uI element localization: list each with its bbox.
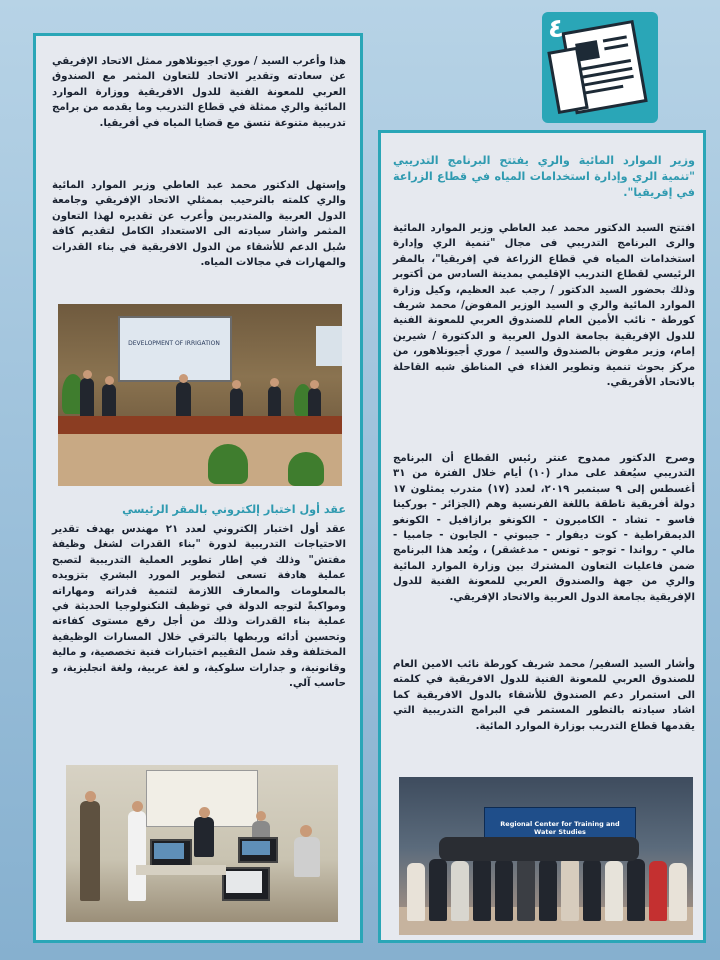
article-2-heading: عقد أول اختبار إلكتروني بالمقر الرئيسي [122,503,346,516]
right-paragraph-3: وأشار السيد السفير/ محمد شريف كورطة نائب الامين العام للصندوق العربي للمعونة الفنية للدول الافريقية في كلمته الى استمرار دعم الصندوق للأشقاء بالدول الافريقية كما اشاد سيادته بالتطور المستمر في البرامج التدريبية التي يقدمها قطاع التدريب بوزارة الموارد المائية. [393,659,695,732]
page-number: ٤ [548,14,564,44]
left-paragraph-2: وإستهل الدكتور محمد عبد العاطي وزير الموارد المائية والري كلمته بالترحيب بممثلي الاتحاد الإفريقي وجامعة الدول العربية والمتدربين وأعرب عن تقديره لهذا التعاون المثمر واشار سيادته الى الاستعداد الكامل لتقديم كافة سُبل الدعم للأشقاء من الدول الافريقية في بناء القدرات والمهارات في مجالات المياه. [52,180,346,269]
computer-lab-photo [66,765,338,922]
newspaper-icon-badge [540,10,660,125]
article-1-heading: وزير الموارد المائية والري يفتتح البرنامج التدريبي "تنمية الري وإدارة استخدامات المياه في قطاع الزراعة في إفريقيا". [393,154,695,199]
group-photo [399,777,693,935]
group-sign-text: Regional Center for Training and Water Studies [500,820,620,836]
meeting-photo [58,304,342,486]
left-column-panel [33,33,363,943]
right-column-panel [378,130,706,943]
article-2-body: عقد أول اختبار إلكتروني لعدد ٢١ مهندس بهدف تقدير الاحتياجات التدريبية لدورة "بناء القدرات لشغل وظيفة مفتش" وذلك في إطار تطوير العملية التدريبية لتصبح عملية هادفة تسعى لتطوير المورد البشري بتزويده بالمعلومات والمعارف اللازمة لتنمية قدراته ومهاراته ومواكبةً لتوجه الدولة في توظيف التكنولوجيا الحديثة في عملية بناء القدرات وذلك من أجل رفع مستوى كفاءته وتحسين أدائه وربطها بالترقي خلال المسارات الوظيفية المختلفة وقد شمل التقييم اختبارات فنية تخصصية، و مالية وقانونية، و جدارات سلوكية، و لغة عربية، ولغة انجليزية، و حاسب آلي. [52,524,346,690]
right-paragraph-2: وصرح الدكتور ممدوح عنتر رئيس القطاع أن البرنامج التدريبي سيُعقد على مدار (١٠) أيام خلال الفترة من ٣١ أغسطس إلى ٩ سبتمبر ٢٠١٩، لعدد (١٧) متدرب يمثلون ١٧ دولة أفريقية ناطقة باللغة الفرنسية وهم (الجزائر - بوركينا فاسو - تشاد - الكاميرون - الكونغو برازافيل - الكونغو الديمقراطية - كوت ديفوار - جيبوتي - الجابون - جامبيا - مالي - رواندا - توجو - تونس - مدغشقر) ، ويُعد هذا البرنامج ضمن فاعليات التعاون المشترك بين وزارة الموارد المائية والري من جهة والصندوق العربي للمعونة الفنية للدول الإفريقية بجامعة الدول العربية والاتحاد الإفريقي. [393,453,695,603]
left-paragraph-1: هذا وأعرب السيد / موري اجيونلاهور ممثل الاتحاد الإفريقي عن سعادته وتقدير الاتحاد للتعاون المثمر مع الصندوق العربي للمعونة الفنية للدول الافريقية ووزارة الموارد المائية والري ممثلة في قطاع التدريب وما يقدمه من برامج تدريبية متنوعة تتسق مع قضايا المياه في أفريقيا. [52,56,346,129]
right-paragraph-1: افتتح السيد الدكتور محمد عبد العاطي وزير الموارد المائية والرى البرنامج التدريبي فى مجال "تنمية الري وإدارة استخدامات المياه في قطاع الزراعة في إفريقيا"، بالمقر الرئيسي لقطاع التدريب الإقليمي بمدينة السادس من أكتوبر وذلك بحضور السيد الدكتور / رجب عبد العظيم، وكيل وزارة الموارد المائية والري و السيد الوزير المفوض/ محمد شريف كورطة - نائب الأمين العام للصندوق العربي للمعونة الفنية للدول الإفريقية بجامعة الدول العربية و الدكتورة / شيرين إمام، وزير مفوض بالصندوق والسيد / موري أجيونلاهور، من مركز بحوث تنمية وتطوير الغذاء في المناطق شبه القاحلة بالاتحاد الأفريقي. [393,223,695,389]
meeting-slide-text: DEVELOPMENT OF IRRIGATION [128,340,220,347]
